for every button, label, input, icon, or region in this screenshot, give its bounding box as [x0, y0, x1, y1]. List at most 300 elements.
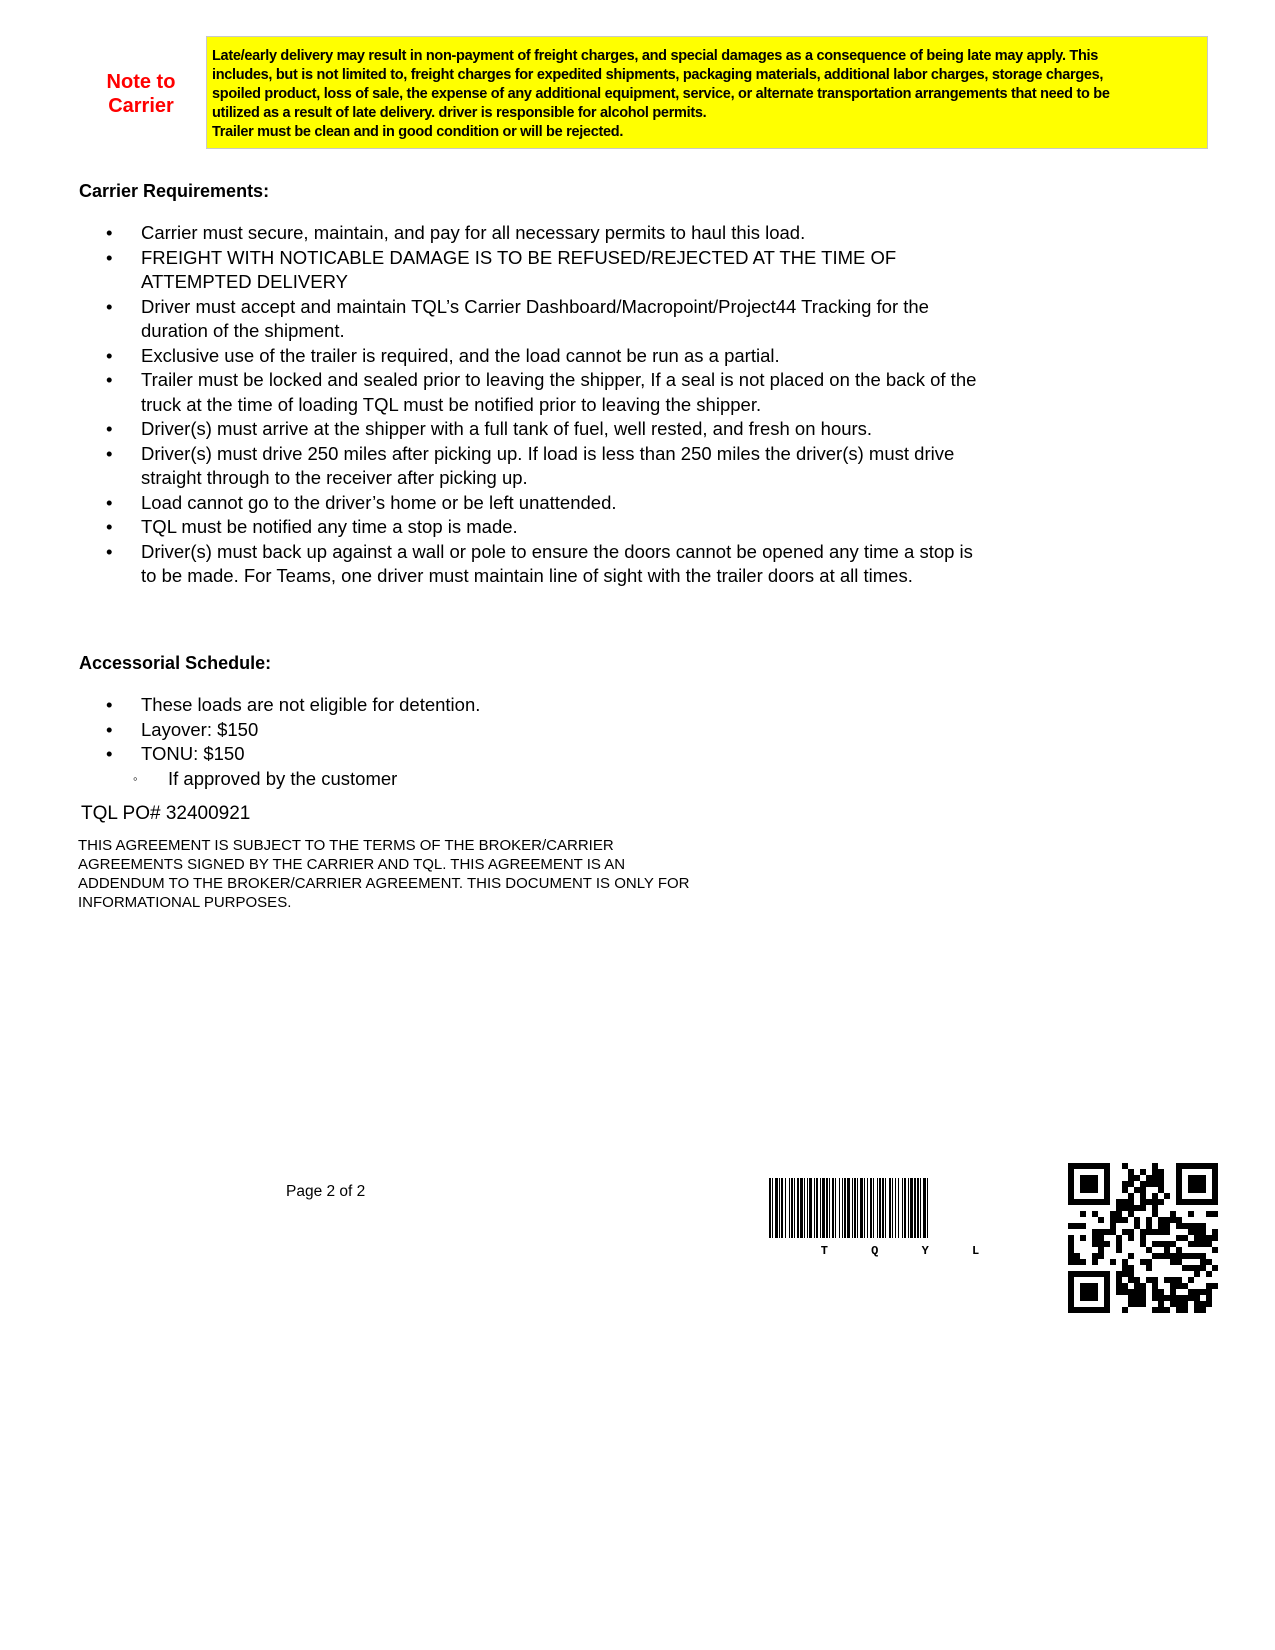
qr-module	[1206, 1235, 1212, 1241]
qr-module	[1182, 1295, 1188, 1301]
agreement-line: ADDENDUM TO THE BROKER/CARRIER AGREEMENT. THIS DOCUMENT IS ONLY FOR	[78, 875, 690, 892]
barcode-bar	[829, 1178, 830, 1238]
qr-module	[1128, 1205, 1134, 1211]
accessorial-schedule-list	[106, 693, 1096, 791]
qr-module	[1134, 1295, 1140, 1301]
qr-module	[1176, 1247, 1182, 1253]
qr-module	[1116, 1211, 1122, 1217]
list-item	[106, 246, 1096, 295]
qr-module	[1212, 1211, 1218, 1217]
qr-module	[1170, 1283, 1176, 1289]
sub-list	[106, 767, 1096, 792]
barcode-bar	[820, 1178, 821, 1238]
qr-module	[1206, 1289, 1212, 1295]
qr-module	[1128, 1211, 1134, 1217]
qr-module	[1182, 1301, 1188, 1307]
note-line: Late/early delivery may result in non-payment of freight charges, and special damages as a consequence of being late may apply. This	[212, 48, 1099, 64]
qr-module	[1176, 1307, 1182, 1313]
qr-module	[1128, 1199, 1134, 1205]
list-item-text: truck at the time of loading TQL must be notified prior to leaving the shipper.	[141, 393, 762, 415]
qr-module	[1134, 1187, 1140, 1193]
qr-module	[1128, 1265, 1134, 1271]
list-item	[106, 718, 1096, 743]
bullet-icon: •	[106, 369, 113, 390]
qr-module	[1128, 1169, 1134, 1175]
barcode-bar	[844, 1178, 846, 1238]
qr-module	[1200, 1223, 1206, 1229]
list-item	[106, 221, 1096, 246]
qr-modules	[1068, 1163, 1218, 1313]
list-item-text: Load cannot go to the driver’s home or be left unattended.	[141, 491, 617, 513]
qr-module	[1074, 1253, 1080, 1259]
qr-module	[1152, 1193, 1158, 1199]
list-item	[106, 693, 1096, 718]
note-line: utilized as a result of late delivery. driver is responsible for alcohol permits.	[212, 105, 707, 121]
bullet-icon: •	[106, 491, 113, 513]
qr-module	[1122, 1163, 1128, 1169]
list-item-text: ATTEMPTED DELIVERY	[141, 271, 348, 292]
list-item	[106, 491, 1096, 516]
qr-module	[1200, 1235, 1206, 1241]
list-item-text: Driver must accept and maintain TQL’s Carrier Dashboard/Macropoint/Project44 Tracking for the	[141, 295, 929, 317]
qr-module	[1110, 1217, 1116, 1223]
qr-module	[1206, 1259, 1212, 1265]
qr-module	[1188, 1277, 1194, 1283]
qr-module	[1170, 1301, 1176, 1307]
qr-module	[1176, 1223, 1182, 1229]
list-item-text: Driver(s) must arrive at the shipper with a full tank of fuel, well rested, and fresh on hours.	[141, 418, 873, 439]
qr-module	[1116, 1289, 1122, 1295]
qr-module	[1128, 1235, 1134, 1241]
qr-module	[1134, 1277, 1140, 1283]
qr-module	[1146, 1259, 1152, 1265]
qr-module	[1074, 1223, 1080, 1229]
barcode-bar	[879, 1178, 881, 1238]
qr-module	[1140, 1241, 1146, 1247]
qr-code-icon	[1068, 1163, 1218, 1313]
qr-module	[1188, 1289, 1194, 1295]
barcode-bar	[877, 1178, 878, 1238]
qr-module	[1158, 1187, 1164, 1193]
note-to-carrier-label	[96, 70, 186, 118]
barcode-bar	[917, 1178, 919, 1238]
qr-module	[1176, 1217, 1182, 1223]
qr-module	[1158, 1307, 1164, 1313]
agreement-line: INFORMATIONAL PURPOSES.	[78, 894, 292, 911]
qr-module	[1140, 1229, 1146, 1235]
qr-module	[1122, 1283, 1128, 1289]
qr-module	[1200, 1259, 1206, 1265]
qr-module	[1122, 1265, 1128, 1271]
list-item	[106, 295, 1096, 344]
bullet-icon: •	[106, 418, 113, 439]
list-item	[106, 742, 1096, 791]
po-number: TQL PO# 32400921	[81, 803, 251, 824]
sub-list-item	[106, 767, 1096, 792]
circle-bullet-icon: ◦	[133, 770, 138, 786]
barcode-bar	[779, 1178, 780, 1238]
qr-finder	[1080, 1283, 1098, 1301]
barcode-bar	[864, 1178, 865, 1238]
qr-module	[1170, 1253, 1176, 1259]
list-item-text: FREIGHT WITH NOTICABLE DAMAGE IS TO BE REFUSED/REJECTED AT THE TIME OF	[141, 246, 897, 268]
note-to-carrier-box	[206, 36, 1208, 149]
qr-module	[1212, 1265, 1218, 1271]
barcode-bar	[775, 1178, 778, 1238]
barcode-bar	[769, 1178, 771, 1238]
qr-module	[1110, 1259, 1116, 1265]
bullet-icon: •	[106, 540, 113, 562]
list-item	[106, 515, 1096, 540]
qr-module	[1212, 1235, 1218, 1241]
list-item-text: Carrier must secure, maintain, and pay for all necessary permits to haul this load.	[141, 222, 806, 243]
qr-module	[1164, 1223, 1170, 1229]
qr-module	[1128, 1175, 1134, 1181]
qr-module	[1194, 1265, 1200, 1271]
barcode-bar	[797, 1178, 799, 1238]
qr-module	[1116, 1217, 1122, 1223]
qr-module	[1200, 1307, 1206, 1313]
qr-finder	[1188, 1175, 1206, 1193]
qr-module	[1188, 1241, 1194, 1247]
barcode-bar	[794, 1178, 795, 1238]
qr-module	[1092, 1241, 1098, 1247]
qr-module	[1164, 1253, 1170, 1259]
barcode-bar	[772, 1178, 773, 1238]
qr-module	[1128, 1193, 1134, 1199]
qr-module	[1170, 1295, 1176, 1301]
qr-module	[1116, 1241, 1122, 1247]
qr-module	[1128, 1289, 1134, 1295]
qr-module	[1140, 1283, 1146, 1289]
qr-module	[1140, 1181, 1146, 1187]
qr-module	[1092, 1235, 1098, 1241]
qr-module	[1158, 1253, 1164, 1259]
qr-module	[1164, 1307, 1170, 1313]
barcode-bar	[914, 1178, 916, 1238]
barcode-bar	[927, 1178, 928, 1238]
barcode-bars	[769, 1178, 928, 1238]
qr-module	[1140, 1289, 1146, 1295]
barcode-bar	[857, 1178, 858, 1238]
qr-module	[1134, 1283, 1140, 1289]
qr-module	[1206, 1211, 1212, 1217]
qr-module	[1146, 1229, 1152, 1235]
qr-module	[1170, 1277, 1176, 1283]
qr-module	[1194, 1295, 1200, 1301]
list-item-text: duration of the shipment.	[141, 320, 345, 341]
list-item	[106, 442, 1096, 491]
barcode-bar	[800, 1178, 803, 1238]
qr-module	[1146, 1181, 1152, 1187]
qr-module	[1098, 1241, 1104, 1247]
barcode-bar	[835, 1178, 836, 1238]
qr-module	[1164, 1295, 1170, 1301]
qr-module	[1134, 1289, 1140, 1295]
qr-module	[1194, 1241, 1200, 1247]
qr-module	[1188, 1211, 1194, 1217]
barcode-bar	[892, 1178, 893, 1238]
qr-module	[1104, 1229, 1110, 1235]
qr-module	[1164, 1193, 1170, 1199]
list-item	[106, 417, 1096, 442]
barcode-bar	[789, 1178, 790, 1238]
qr-module	[1116, 1271, 1122, 1277]
qr-module	[1092, 1229, 1098, 1235]
qr-module	[1158, 1229, 1164, 1235]
list-item	[106, 368, 1096, 417]
list-item-text: Trailer must be locked and sealed prior to leaving the shipper, If a seal is not placed on the back of the	[141, 369, 977, 390]
qr-module	[1152, 1277, 1158, 1283]
qr-module	[1164, 1247, 1170, 1253]
note-label-line2: Carrier	[108, 95, 174, 117]
qr-module	[1110, 1229, 1116, 1235]
barcode-bar	[895, 1178, 896, 1238]
qr-module	[1152, 1283, 1158, 1289]
qr-module	[1158, 1241, 1164, 1247]
qr-module	[1152, 1253, 1158, 1259]
barcode-bar	[816, 1178, 818, 1238]
qr-module	[1194, 1235, 1200, 1241]
qr-module	[1068, 1253, 1074, 1259]
qr-module	[1170, 1217, 1176, 1223]
qr-module	[1188, 1253, 1194, 1259]
barcode-icon	[769, 1178, 1052, 1258]
qr-module	[1140, 1295, 1146, 1301]
list-item	[106, 344, 1096, 369]
qr-module	[1152, 1199, 1158, 1205]
qr-module	[1182, 1235, 1188, 1241]
barcode-bar	[910, 1178, 913, 1238]
barcode-bar	[809, 1178, 812, 1238]
barcode-bar	[908, 1178, 909, 1238]
barcode-bar	[867, 1178, 868, 1238]
barcode-bar	[804, 1178, 805, 1238]
barcode-bar	[873, 1178, 874, 1238]
agreement-text	[78, 836, 778, 912]
qr-module	[1098, 1229, 1104, 1235]
qr-module	[1140, 1301, 1146, 1307]
barcode-bar	[889, 1178, 891, 1238]
qr-module	[1158, 1199, 1164, 1205]
accessorial-schedule-heading: Accessorial Schedule:	[79, 653, 272, 673]
page-number: Page 2 of 2	[286, 1183, 366, 1200]
qr-module	[1068, 1247, 1074, 1253]
qr-module	[1122, 1199, 1128, 1205]
barcode-bar	[920, 1178, 921, 1238]
barcode-bar	[826, 1178, 828, 1238]
agreement-line: THIS AGREEMENT IS SUBJECT TO THE TERMS OF THE BROKER/CARRIER	[78, 837, 614, 854]
qr-module	[1128, 1181, 1134, 1187]
qr-module	[1116, 1247, 1122, 1253]
qr-module	[1122, 1217, 1128, 1223]
barcode-bar	[785, 1178, 786, 1238]
barcode-bar	[842, 1178, 843, 1238]
qr-module	[1098, 1253, 1104, 1259]
qr-finder	[1080, 1175, 1098, 1193]
qr-module	[1122, 1187, 1128, 1193]
qr-module	[1200, 1289, 1206, 1295]
qr-module	[1182, 1253, 1188, 1259]
qr-module	[1152, 1289, 1158, 1295]
qr-module	[1170, 1259, 1176, 1265]
bullet-icon: •	[106, 222, 113, 243]
qr-module	[1176, 1259, 1182, 1265]
barcode-bar	[870, 1178, 872, 1238]
list-item-text: These loads are not eligible for detention.	[141, 694, 481, 715]
qr-module	[1128, 1295, 1134, 1301]
qr-module	[1122, 1181, 1128, 1187]
qr-module	[1068, 1223, 1074, 1229]
list-item-text: TONU: $150	[141, 743, 245, 764]
qr-module	[1200, 1265, 1206, 1271]
list-item-text: Driver(s) must back up against a wall or pole to ensure the doors cannot be opened any time a stop is	[141, 540, 973, 562]
qr-module	[1116, 1277, 1122, 1283]
qr-module	[1134, 1175, 1140, 1181]
qr-module	[1194, 1307, 1200, 1313]
qr-module	[1206, 1241, 1212, 1247]
barcode-bar	[832, 1178, 834, 1238]
qr-module	[1146, 1223, 1152, 1229]
agreement-line: AGREEMENTS SIGNED BY THE CARRIER AND TQL. THIS AGREEMENT IS AN	[78, 856, 626, 873]
qr-module	[1122, 1229, 1128, 1235]
qr-module	[1170, 1211, 1176, 1217]
qr-module	[1206, 1301, 1212, 1307]
qr-module	[1164, 1241, 1170, 1247]
qr-module	[1128, 1277, 1134, 1283]
qr-module	[1152, 1295, 1158, 1301]
bullet-icon: •	[106, 295, 113, 317]
list-item-text: TQL must be notified any time a stop is made.	[141, 516, 518, 537]
qr-module	[1206, 1271, 1212, 1277]
barcode-text: T Q Y L	[820, 1244, 998, 1258]
bullet-icon: •	[106, 344, 113, 366]
qr-module	[1158, 1301, 1164, 1307]
barcode-bar	[781, 1178, 783, 1238]
qr-module	[1158, 1169, 1164, 1175]
barcode-bar	[852, 1178, 853, 1238]
qr-module	[1152, 1241, 1158, 1247]
note-label-line1: Note to	[106, 71, 176, 93]
qr-module	[1128, 1271, 1134, 1277]
barcode-bar	[807, 1178, 808, 1238]
qr-module	[1158, 1295, 1164, 1301]
qr-module	[1116, 1205, 1122, 1211]
qr-module	[1134, 1301, 1140, 1307]
qr-module	[1140, 1193, 1146, 1199]
qr-module	[1152, 1211, 1158, 1217]
qr-module	[1170, 1241, 1176, 1247]
list-item-text: Exclusive use of the trailer is required, and the load cannot be run as a partial.	[141, 344, 780, 366]
bullet-icon: •	[106, 743, 113, 764]
qr-module	[1176, 1253, 1182, 1259]
qr-module	[1164, 1229, 1170, 1235]
barcode-bar	[847, 1178, 850, 1238]
qr-module	[1092, 1253, 1098, 1259]
qr-module	[1212, 1247, 1218, 1253]
qr-module	[1152, 1181, 1158, 1187]
qr-module	[1176, 1277, 1182, 1283]
qr-module	[1146, 1217, 1152, 1223]
qr-module	[1212, 1283, 1218, 1289]
list-item	[106, 540, 1096, 589]
bullet-icon: •	[106, 442, 113, 464]
qr-module	[1194, 1223, 1200, 1229]
list-item-text: to be made. For Teams, one driver must maintain line of sight with the trailer doors at all times.	[141, 565, 913, 586]
qr-module	[1074, 1259, 1080, 1265]
note-line: spoiled product, loss of sale, the expense of any additional equipment, service, or alternate transportation arrangements that need to be	[212, 86, 1110, 102]
qr-module	[1152, 1307, 1158, 1313]
qr-module	[1116, 1283, 1122, 1289]
barcode-bar	[822, 1178, 825, 1238]
qr-module	[1146, 1199, 1152, 1205]
qr-module	[1200, 1241, 1206, 1247]
qr-module	[1122, 1271, 1128, 1277]
qr-module	[1116, 1199, 1122, 1205]
barcode-bar	[814, 1178, 815, 1238]
qr-module	[1158, 1217, 1164, 1223]
note-line: includes, but is not limited to, freight charges for expedited shipments, packaging materials, additional labor charges, storage charges,	[212, 67, 1104, 83]
barcode-bar	[904, 1178, 906, 1238]
qr-module	[1068, 1235, 1074, 1241]
barcode-bar	[923, 1178, 926, 1238]
barcode-bar	[854, 1178, 856, 1238]
qr-module	[1146, 1265, 1152, 1271]
qr-module	[1152, 1205, 1158, 1211]
qr-module	[1134, 1205, 1140, 1211]
qr-module	[1164, 1277, 1170, 1283]
qr-module	[1098, 1235, 1104, 1241]
qr-module	[1194, 1271, 1200, 1277]
list-item-text: Layover: $150	[141, 718, 259, 740]
qr-module	[1110, 1211, 1116, 1217]
barcode-bar	[839, 1178, 840, 1238]
list-item-text: Driver(s) must drive 250 miles after picking up. If load is less than 250 miles the driver(s) must drive	[141, 442, 955, 464]
qr-module	[1140, 1205, 1146, 1211]
qr-module	[1158, 1181, 1164, 1187]
qr-module	[1128, 1253, 1134, 1259]
qr-module	[1080, 1223, 1086, 1229]
carrier-requirements-list	[106, 221, 1096, 589]
qr-module	[1122, 1259, 1128, 1265]
qr-module	[1116, 1235, 1122, 1241]
qr-module	[1146, 1247, 1152, 1253]
qr-module	[1176, 1283, 1182, 1289]
qr-module	[1122, 1205, 1128, 1211]
carrier-requirements-heading: Carrier Requirements:	[79, 181, 270, 201]
qr-module	[1194, 1301, 1200, 1307]
qr-module	[1152, 1175, 1158, 1181]
qr-module	[1164, 1217, 1170, 1223]
qr-module	[1182, 1265, 1188, 1271]
qr-module	[1134, 1223, 1140, 1229]
qr-module	[1146, 1277, 1152, 1283]
qr-module	[1188, 1229, 1194, 1235]
qr-module	[1068, 1259, 1074, 1265]
qr-module	[1212, 1229, 1218, 1235]
bullet-icon: •	[106, 246, 113, 268]
qr-module	[1080, 1259, 1086, 1265]
barcode-bar	[902, 1178, 903, 1238]
qr-module	[1098, 1247, 1104, 1253]
qr-module	[1140, 1187, 1146, 1193]
qr-module	[1080, 1211, 1086, 1217]
qr-module	[1188, 1295, 1194, 1301]
qr-module	[1128, 1229, 1134, 1235]
barcode-bar	[898, 1178, 899, 1238]
qr-module	[1182, 1283, 1188, 1289]
qr-module	[1122, 1307, 1128, 1313]
